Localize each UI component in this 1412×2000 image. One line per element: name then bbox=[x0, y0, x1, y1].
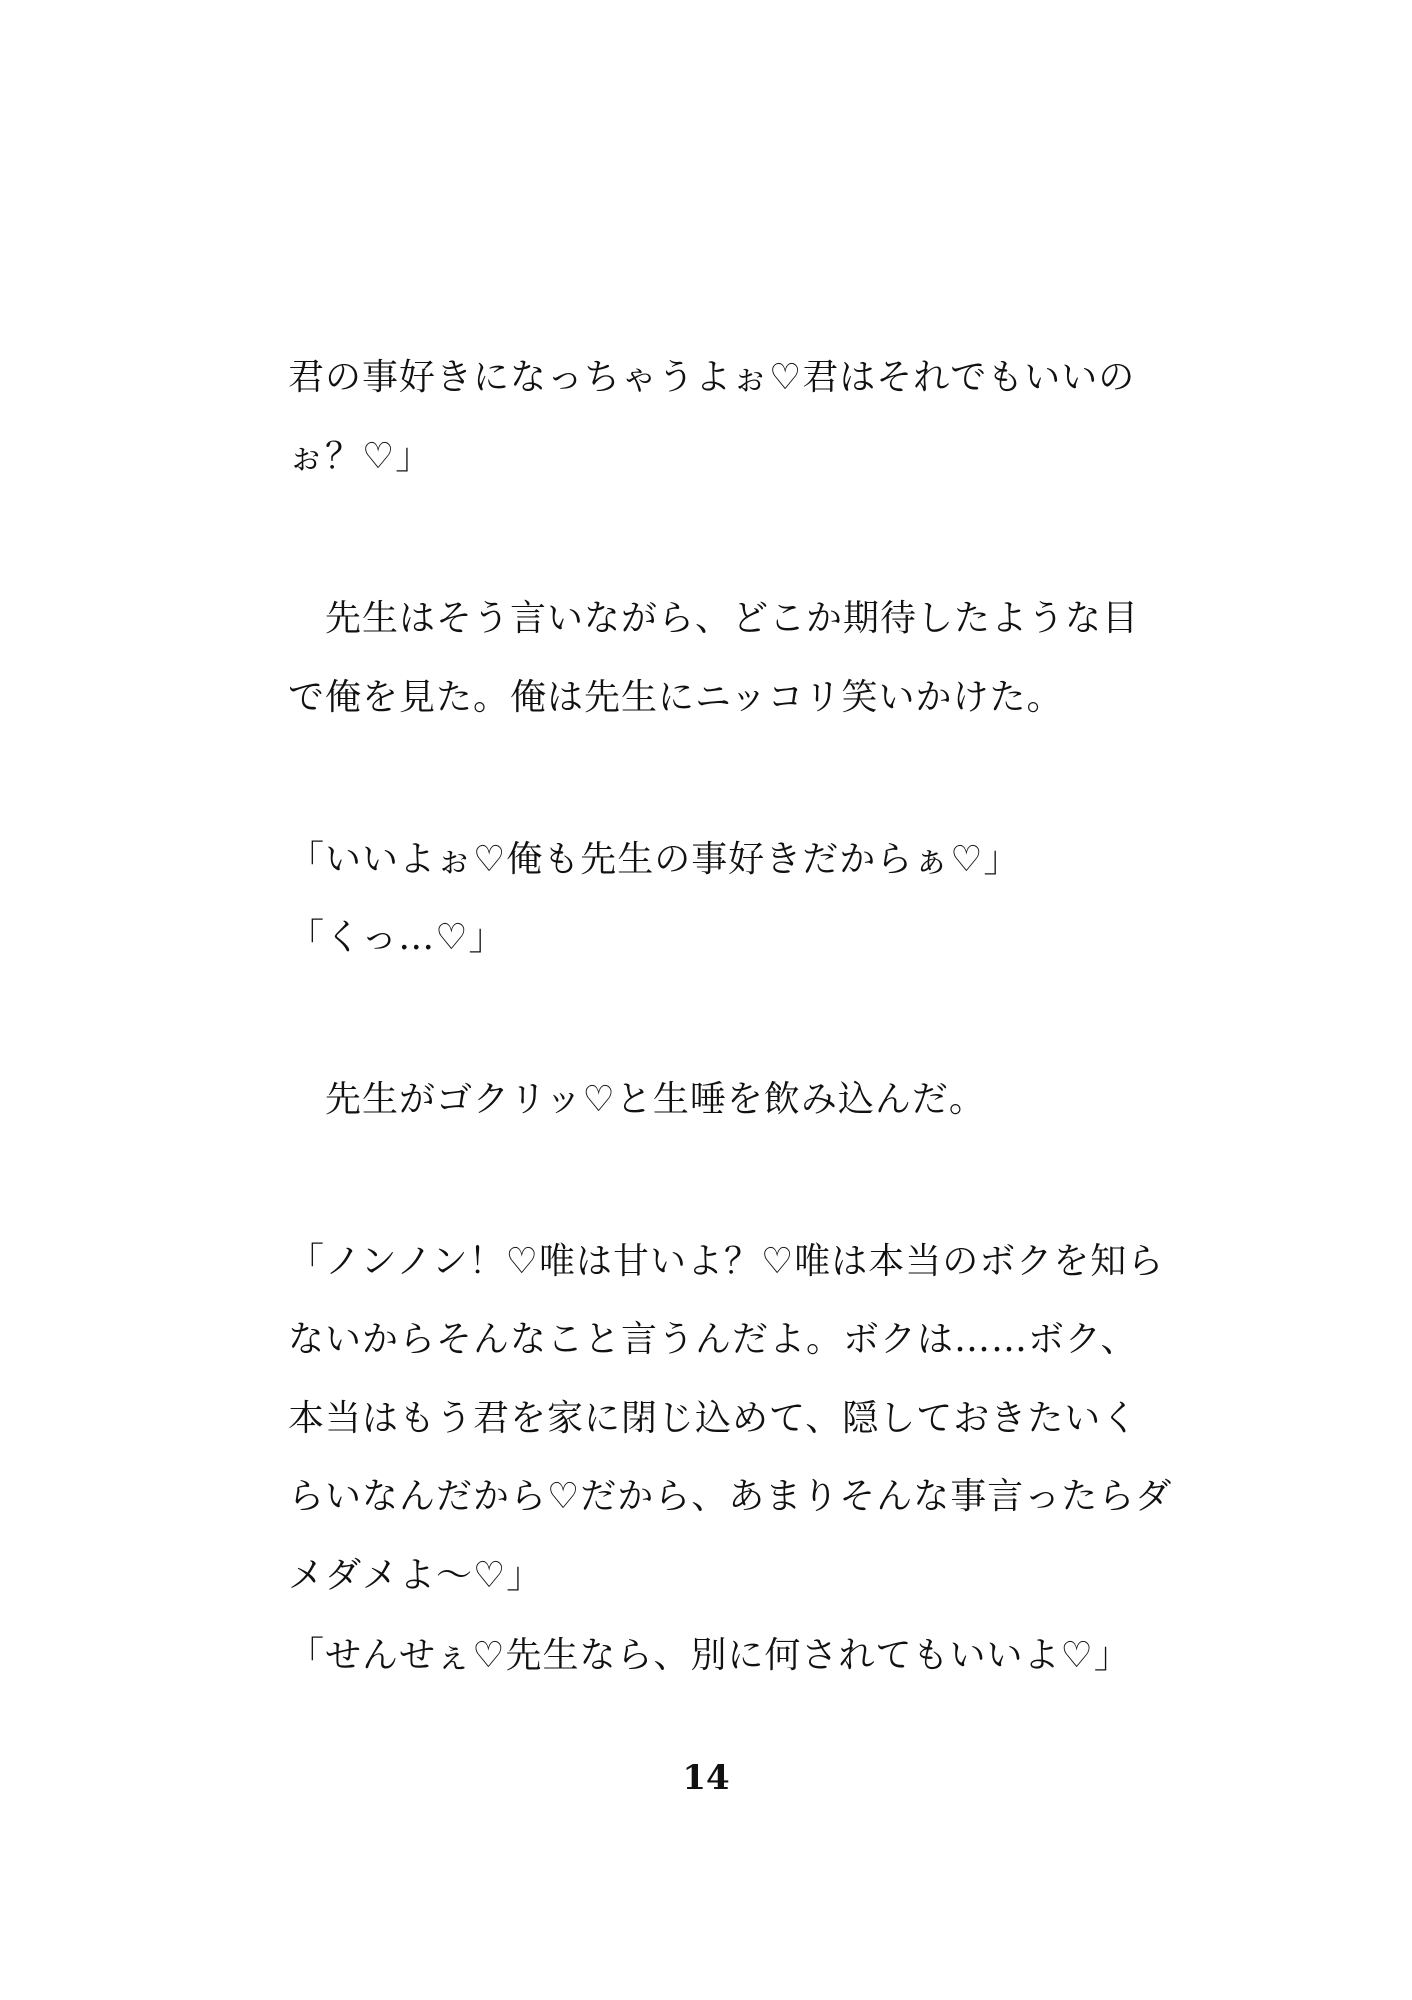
text-line: 「ノンノン！♡唯は甘いよ？♡唯は本当のボクを知ら bbox=[288, 1241, 1165, 1282]
text-line: メダメよ〜♡」 bbox=[288, 1555, 544, 1596]
text-line: で俺を見た。俺は先生にニッコリ笑いかけた。 bbox=[288, 677, 1064, 718]
text-line: 君の事好きになっちゃうよぉ♡君はそれでもいいの bbox=[288, 357, 1136, 398]
text-line: ないからそんなこと言うんだよ。ボクは……ボク、 bbox=[288, 1319, 1138, 1360]
text-line: 先生がゴクリッ♡と生唾を飲み込んだ。 bbox=[288, 1079, 986, 1120]
text-line: 本当はもう君を家に閉じ込めて、隠しておきたいく bbox=[288, 1398, 1139, 1439]
text-line: 「いいよぉ♡俺も先生の事好きだからぁ♡」 bbox=[288, 839, 1021, 880]
page-number: 14 bbox=[682, 1758, 730, 1798]
text-line: 「せんせぇ♡先生なら、別に何されてもいいよ♡」 bbox=[288, 1635, 1131, 1676]
text-line: 「くっ…♡」 bbox=[288, 917, 506, 958]
text-line: 先生はそう言いながら、どこか期待したような目 bbox=[288, 598, 1140, 639]
text-line: ぉ？♡」 bbox=[288, 436, 433, 477]
text-line: らいなんだから♡だから、あまりそんな事言ったらダ bbox=[288, 1476, 1173, 1517]
